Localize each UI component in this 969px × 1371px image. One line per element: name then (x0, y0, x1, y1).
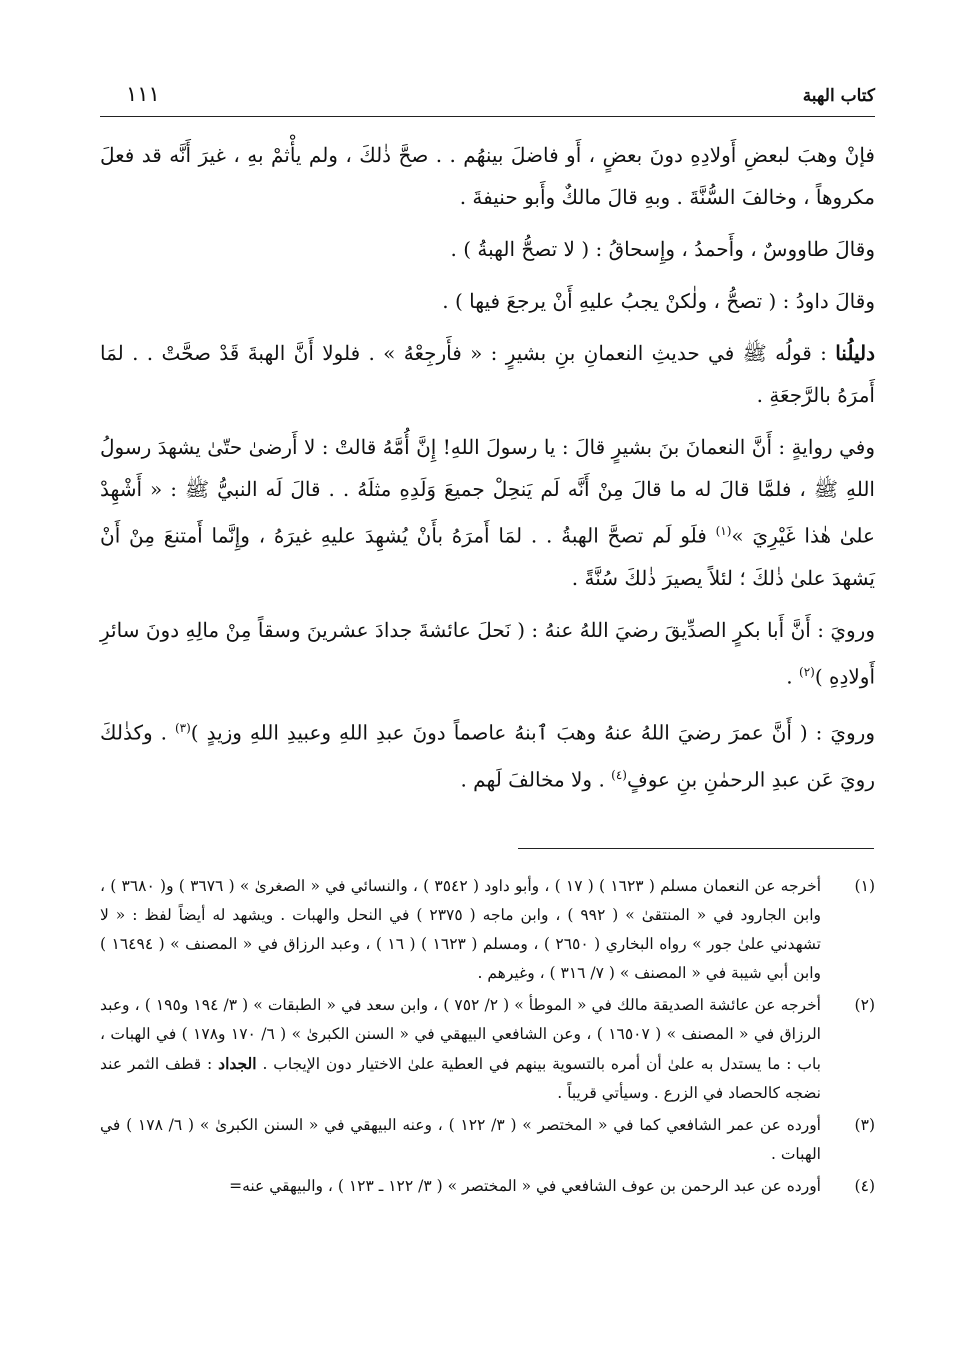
paragraph-text: ورويَ : ( أَنَّ عمرَ رضيَ اللهُ عنهُ وهبَ ٱبنهُ عاصماً دونَ عبدِ اللهِ وعبيدِ اللهِ وزيدٍ ) (190, 720, 875, 745)
footnote-text: أورده عن عمر الشافعي كما في « المختصر » ( ٣/ ١٢٢ ) ، وعنه البيهقي في « السنن الكبرىٰ » ( ٦/ ١٧٨ ) في الهبات . (100, 1116, 821, 1163)
footnote-number: (٢) (854, 996, 875, 1014)
footnotes (100, 872, 875, 1204)
page-header (100, 80, 875, 117)
footnote-text: أخرجه عن النعمان مسلم ( ١٦٢٣ ) ( ١٧ ) ، وأبو داود ( ٣٥٤٢ ) ، والنسائي في « الصغرىٰ » ( ٣٦٧٦ ) و( ٣٦٨٠ ) ، وابن الجارود في « المنتقىٰ » ( ٩٩٢ ) ، وابن ماجه ( ٢٣٧٥ ) في النحل والهبات . ويشهد له أيضاً لفظ : « لا تشهدني علىٰ جور » رواه البخاري ( ٢٦٥٠ ) ، ومسلم ( ١٦٢٣ ) ( ١٦ ) ، وعبد الرزاق في « المصنف » ( ١٦٤٩٤ ) وابن أبي شيبة في « المصنف » ( ٧/ ٣١٦ ) ، وغيرهم . (100, 877, 821, 982)
paragraph-1 (100, 134, 875, 218)
paragraph-text: وفي روايةٍ : أَنَّ النعمانَ بنَ بشيرٍ قالَ : يا رسولَ اللهِ! إِنَّ أُمَّهُ قالتْ : لا أَرضىٰ حتّىٰ يشهدَ رسولُ اللهِ ﷺ ، فلمَّا قالَ له ما قالَ مِنْ أَنَّه لَم يَنحِلْ جميعَ وَلَدِهِ مثلَهُ . . قالَ لَه النبيُّ ﷺ : « أَشْهِدْ علىٰ هٰذا غَيْرِيَ » (100, 435, 875, 548)
footnote-text: أخرجه عن عائشة الصديقة مالك في « الموطأ » ( ٢/ ٧٥٢ ) ، وابن سعد في « الطبقات » ( ٣/ ١٩٤ و١٩٥ ) ، وعبد الرزاق في « المصنف » ( ١٦٥٠٧ ) ، وعن الشافعي البيهقي في « السنن الكبرىٰ » ( ٦/ ١٧٠ و١٧٨ ) في الهبات ، باب : ما يستدل به علىٰ أن أمره بالتسوية بينهم في العطية علىٰ الاختيار دون الإيجاب . (100, 996, 821, 1073)
footnote-number: (١) (854, 877, 875, 895)
paragraph-2 (100, 228, 875, 270)
footnote-term: الجداد (218, 1054, 257, 1073)
footnote-term-definition: : قطف الثمر عند نضجه كالحصاد في الزرع . وسيأتي قريباً . (100, 1055, 821, 1102)
footnote-1 (100, 872, 875, 988)
paragraph-text-cont: فلَو لَم تصحَّ الهبةُ . . لمَا أَمرَهُ بأَنْ يُشهِدَ عليهِ غيرَهُ ، وإِنَّما أَمتنعَ مِنْ أَنْ يَشهدَ علىٰ ذٰلكَ ؛ لئلاً يصيرَ ذٰلكَ سُنَّةً . (100, 523, 875, 590)
footnote-separator (518, 848, 874, 849)
footnote-2 (100, 991, 875, 1108)
paragraph-6 (100, 609, 875, 698)
footnote-3 (100, 1111, 875, 1169)
main-text (100, 134, 875, 811)
footnote-number: (٤) (854, 1177, 875, 1195)
footnote-ref-4[interactable]: (٤) (611, 767, 627, 782)
paragraph-text-cont: . ولا مخالفَ لَهم . (460, 767, 612, 792)
paragraph-4 (100, 332, 875, 416)
paragraph-text: : قولُه ﷺ في حديثِ النعمانِ بنِ بشيرٍ : « فأَرجِعْهُ » . فلولا أَنَّ الهبةَ قَدْ صحَّتْ . . لمَا أَمرَهُ بالرَّجعَةِ . (100, 341, 875, 407)
running-title: كتاب الهبة (802, 86, 875, 106)
footnote-ref-2[interactable]: (٢) (799, 664, 815, 679)
evidence-label: دليلُنا (835, 341, 875, 365)
footnote-text-wrap (100, 991, 821, 1108)
footnote-number: (٣) (854, 1116, 875, 1134)
footnote-ref-1[interactable]: (١) (715, 524, 732, 538)
paragraph-5 (100, 426, 875, 599)
footnote-ref-3[interactable]: (٣) (174, 721, 191, 736)
paragraph-text-cont: . (786, 664, 799, 689)
page-number: ١١١ (126, 82, 160, 106)
paragraph-text: وقالَ طاووسٌ ، وأَحمدُ ، وإِسحاقُ : ( لا تصحُّ الهبةُ ) . (450, 237, 875, 261)
paragraph-text-cont: . وكذٰلكَ رويَ عَن عبدِ الرحمٰنِ بنِ عوفٍ (100, 720, 875, 792)
paragraph-text: ورويَ : أَنَّ أَبا بكرٍ الصدِّيقَ رضيَ اللهُ عنهُ : ( نَحلَ عائشةَ جدادَ عشرينَ وسقاً مِنْ مالِهِ دونَ سائرِ أَولادِهِ ) (100, 617, 875, 689)
footnote-text: أورده عن عبد الرحمن بن عوف الشافعي في « المختصر » ( ٣/ ١٢٢ ـ ١٢٣ ) ، والبيهقي عنه= (229, 1177, 821, 1195)
paragraph-7 (100, 707, 875, 800)
paragraph-3 (100, 280, 875, 322)
paragraph-text: وقالَ داودُ : ( تصحُّ ، ولٰكنْ يجبُ عليهِ أَنْ يرجعَ فيها ) . (442, 289, 875, 313)
footnote-4 (100, 1172, 875, 1201)
paragraph-text: فإنْ وهبَ لبعضِ أَولادِهِ دونَ بعضٍ ، أَو فاضلَ بينهُم . . صحَّ ذٰلكَ ، ولم يأْثمْ بهِ ، غيرَ أَنَّه قد فعلَ مكروهاً ، وخالفَ السُّنَّةَ . وبهِ قالَ مالكٌ وأَبو حنيفةَ . (100, 143, 875, 209)
